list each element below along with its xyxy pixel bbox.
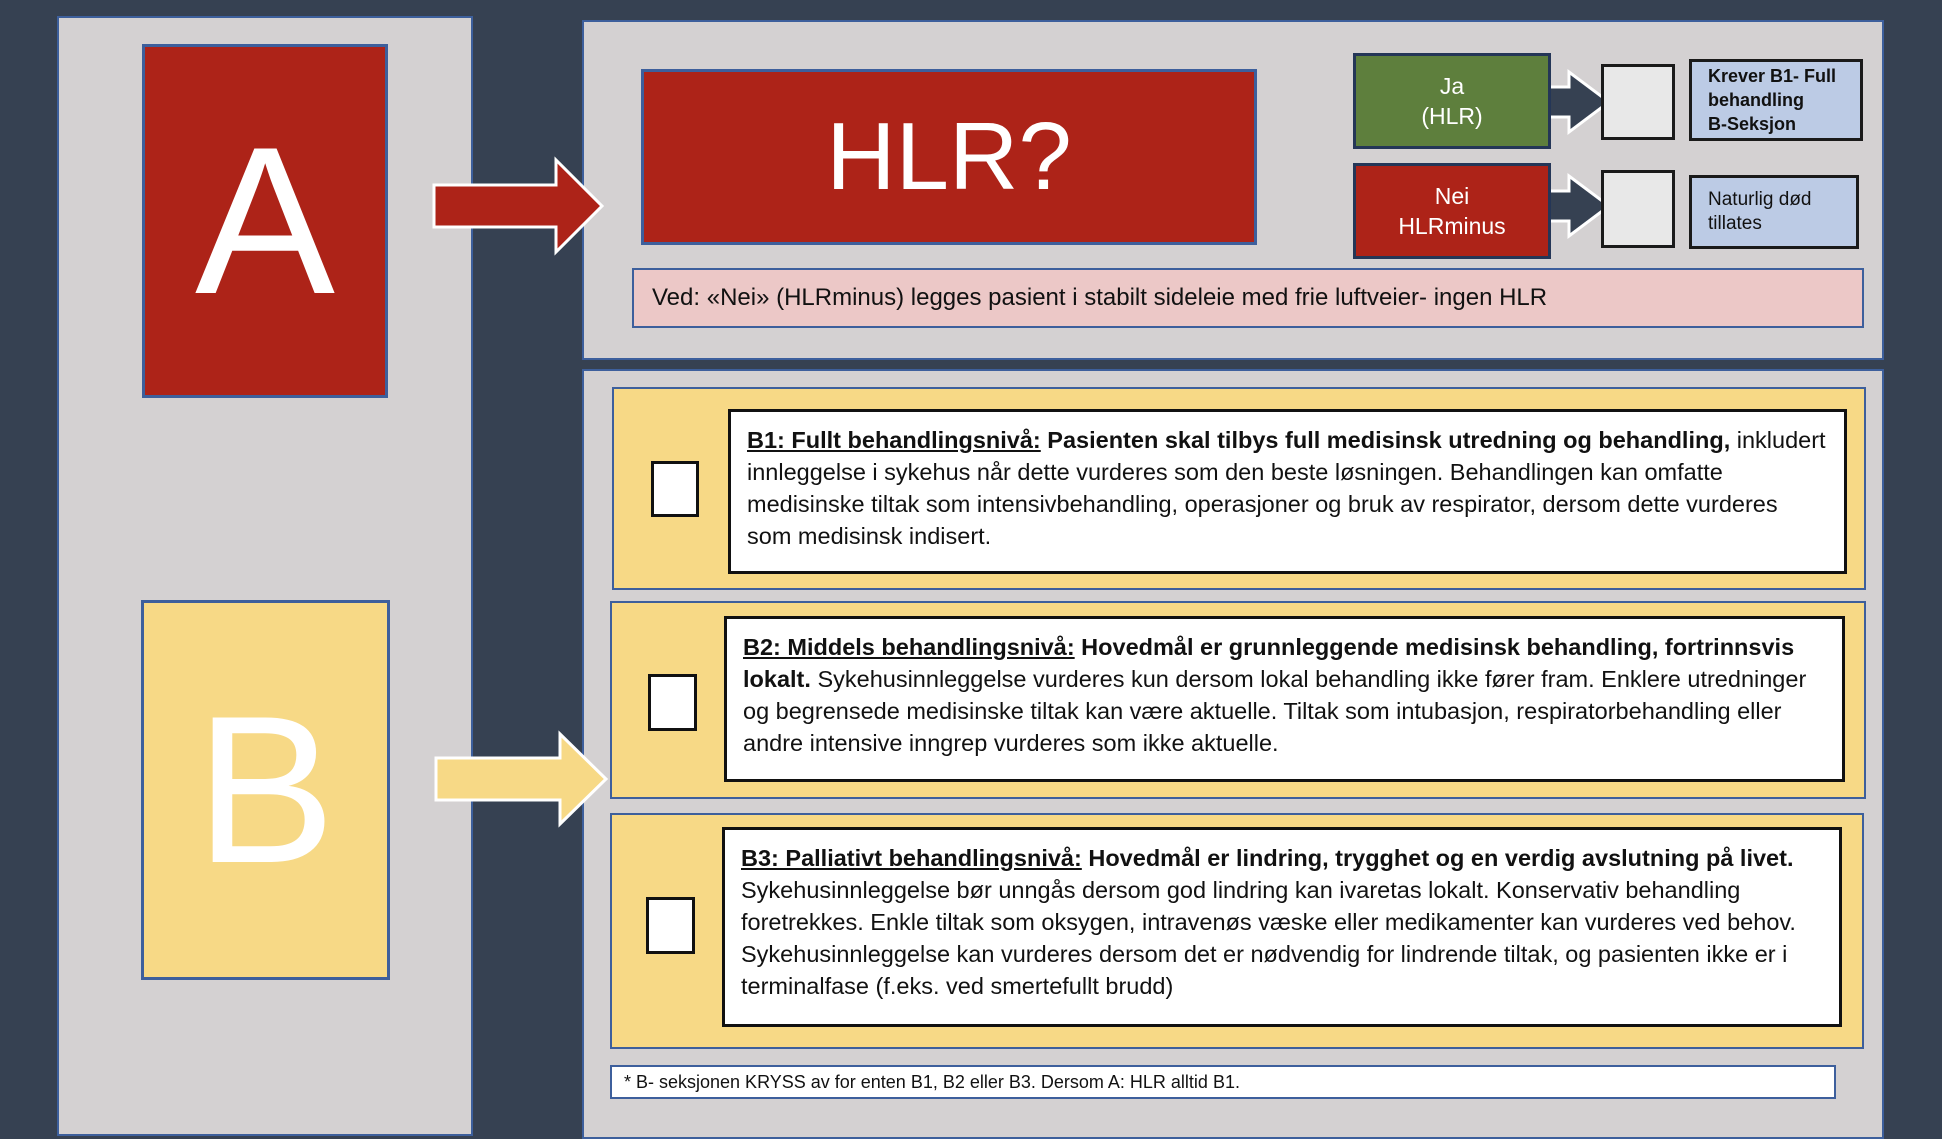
hlr-no-result-line1: Naturlig død	[1708, 189, 1812, 210]
hlr-yes-result-line1: Krever B1- Full	[1708, 66, 1837, 86]
level-b2-bold: Hovedmål er grunnleggende medisinsk behandling, fortrinnsvis lokalt.	[743, 634, 1795, 692]
level-b3-heading: B3: Palliativt behandlingsnivå:	[741, 845, 1082, 871]
hlr-yes-line1: Ja	[1439, 73, 1465, 99]
arrow-b-shape	[436, 734, 606, 824]
level-b3-checkbox[interactable]	[646, 897, 695, 954]
level-b2-checkbox[interactable]	[648, 674, 697, 731]
hlr-yes-box	[1353, 53, 1551, 149]
section-b-letter: B	[195, 672, 336, 907]
hlr-yes-result-line2: behandling	[1708, 90, 1804, 110]
level-b2-heading: B2: Middels behandlingsnivå:	[743, 634, 1075, 660]
hlr-no-checkbox[interactable]	[1601, 170, 1675, 248]
arrow-a-shape	[434, 160, 602, 252]
level-b1-text	[728, 409, 1847, 574]
hlr-yes-result-line3: B-Seksjon	[1708, 114, 1797, 134]
level-b3-bold: Hovedmål er lindring, trygghet og en verdig avslutning på livet.	[1081, 845, 1794, 871]
hlr-no-line2: HLRminus	[1398, 213, 1506, 239]
hlr-question: HLR?	[826, 103, 1072, 210]
level-b3-text	[722, 827, 1842, 1027]
footer-note	[610, 1065, 1836, 1099]
hlr-no-result-line2: tillates	[1708, 213, 1762, 234]
hlr-yes-checkbox[interactable]	[1601, 64, 1675, 140]
section-a-letter: A	[194, 103, 336, 338]
footer-note-text: * B- seksjonen KRYSS av for enten B1, B2 eller B3. Dersom A: HLR alltid B1.	[624, 1071, 1240, 1092]
hlr-no-box	[1353, 163, 1551, 259]
hlr-no-result	[1689, 175, 1859, 249]
level-b3-description: Sykehusinnleggelse bør unngås dersom god lindring kan ivaretas lokalt. Konservativ behandling foretrekkes. Enkle tiltak som oksygen, intravenøs væske eller medikamenter kan vurderes ved behov. Sykehusinnleggelse kan vurderes dersom det er nødvendig for lindrende tiltak, og pasienten ikke er i terminalfase (f.eks. ved smertefullt brudd)	[741, 877, 1796, 999]
hlr-question-box	[641, 69, 1257, 245]
level-b1-checkbox[interactable]	[651, 461, 699, 517]
level-b2-text	[724, 616, 1845, 782]
level-b1-description: inkludert innleggelse i sykehus når dette vurderes som den beste løsningen. Behandlingen kan omfatte medisinske tiltak som intensivbehandling, operasjoner og bruk av respirator, dersom dette vurderes som medisinsk indisert.	[747, 427, 1826, 549]
hlr-yes-result	[1689, 59, 1863, 141]
hlr-minus-note-text: Ved: «Nei» (HLRminus) legges pasient i stabilt sideleie med frie luftveier- ingen HLR	[652, 284, 1548, 311]
hlr-minus-note	[632, 268, 1864, 328]
hlr-no-line1: Nei	[1434, 183, 1470, 209]
level-b1-bold: Pasienten skal tilbys full medisinsk utredning og behandling,	[1040, 427, 1731, 453]
level-b1-heading: B1: Fullt behandlingsnivå:	[747, 427, 1041, 453]
level-b2-description: Sykehusinnleggelse vurderes kun dersom lokal behandling ikke fører fram. Enklere utredninger og begrensede medisinske tiltak kan være aktuelle. Tiltak som intubasjon, respiratorbehandling eller andre intensive inngrep vurderes som ikke aktuelle.	[743, 666, 1807, 756]
hlr-yes-line2: (HLR)	[1421, 103, 1483, 129]
